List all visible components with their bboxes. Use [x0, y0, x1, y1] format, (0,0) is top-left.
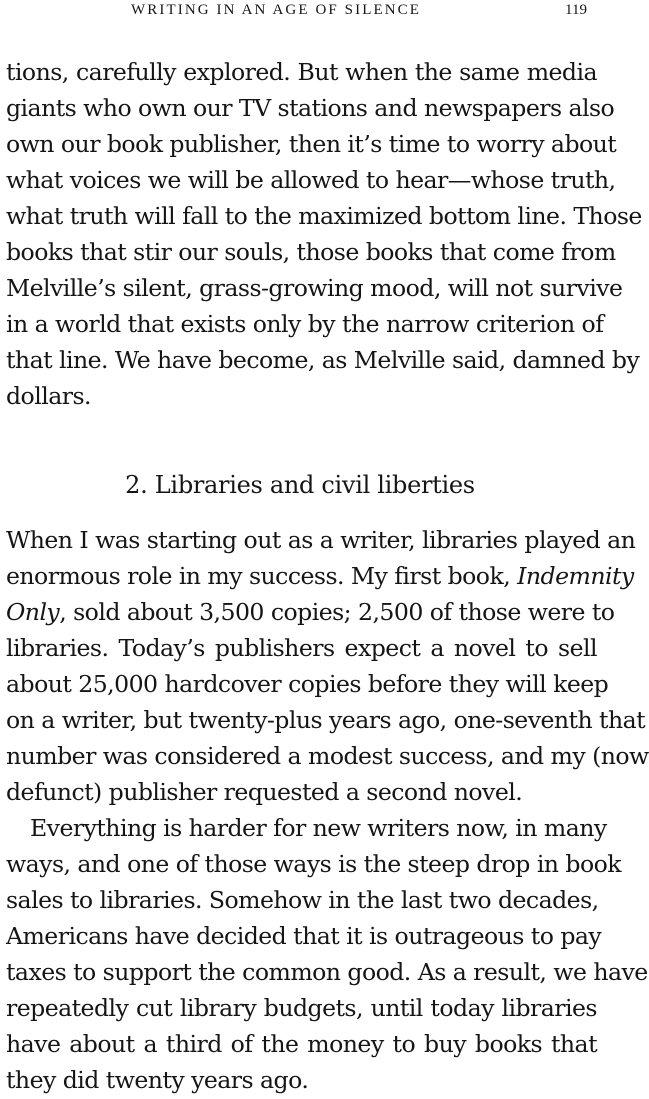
- book-title-italic: Indemnity: [517, 562, 634, 590]
- text-run: , sold about 3,500 copies; 2,500 of those were to: [59, 598, 615, 626]
- text-line: own our book publisher, then it’s time to worry about: [6, 130, 617, 158]
- text-line: Americans have decided that it is outrageous to pay: [6, 922, 602, 950]
- section-heading: 2. Libraries and civil liberties: [125, 471, 475, 499]
- text-run: enormous role in my success. My first book,: [6, 562, 511, 590]
- text-line: giants who own our TV stations and newspapers also: [6, 94, 615, 122]
- text-line: they did twenty years ago.: [6, 1066, 309, 1094]
- text-line: defunct) publisher requested a second novel.: [6, 778, 523, 806]
- text-line: that line. We have become, as Melville said, damned by: [6, 346, 640, 374]
- book-title-italic: Only: [6, 598, 60, 626]
- text-line: repeatedly cut library budgets, until today libraries: [6, 994, 597, 1022]
- text-line: When I was starting out as a writer, libraries played an: [6, 526, 636, 554]
- text-line: taxes to support the common good. As a result, we have: [6, 958, 648, 986]
- text-line: [6, 557, 634, 595]
- running-title: WRITING IN AN AGE OF SILENCE: [131, 2, 422, 18]
- text-line: number was considered a modest success, and my (now: [6, 742, 649, 770]
- page-number: 119: [565, 2, 587, 18]
- text-line: libraries. Today’s publishers expect a novel to sell: [6, 634, 597, 662]
- text-line: Melville’s silent, grass-growing mood, will not survive: [6, 274, 623, 302]
- text-line: books that stir our souls, those books that come from: [6, 238, 616, 266]
- text-line: Everything is harder for new writers now, in many: [30, 814, 607, 842]
- text-line: what voices we will be allowed to hear—whose truth,: [6, 166, 616, 194]
- text-line: what truth will fall to the maximized bottom line. Those: [6, 202, 642, 230]
- running-header: [0, 0, 600, 26]
- text-line: tions, carefully explored. But when the same media: [6, 58, 597, 86]
- text-line: on a writer, but twenty-plus years ago, one-seventh that: [6, 706, 646, 734]
- text-line: sales to libraries. Somehow in the last two decades,: [6, 886, 599, 914]
- text-line: ways, and one of those ways is the steep drop in book: [6, 850, 622, 878]
- text-line: about 25,000 hardcover copies before they will keep: [6, 670, 609, 698]
- text-line: have about a third of the money to buy books that: [6, 1030, 597, 1058]
- text-line: [6, 593, 615, 631]
- text-line: dollars.: [6, 382, 91, 410]
- text-line: in a world that exists only by the narrow criterion of: [6, 310, 604, 338]
